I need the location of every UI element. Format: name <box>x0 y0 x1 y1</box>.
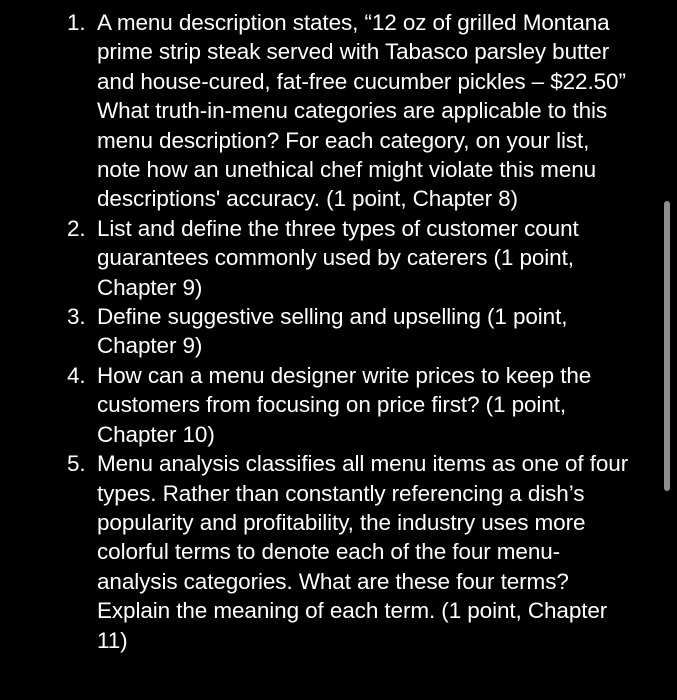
question-item-4 <box>0 361 660 449</box>
question-number: 3. <box>67 304 86 330</box>
question-item-1 <box>0 8 660 214</box>
question-document <box>0 8 660 655</box>
question-number: 5. <box>67 451 86 477</box>
question-item-3 <box>0 302 660 361</box>
question-item-5 <box>0 449 660 655</box>
question-text: A menu description states, “12 oz of grilled Montana prime strip steak served with Tabasco parsley butter and house-cured, fat-free cucumber pickles – $22.50” What truth-in-menu categories are applicable to this menu description? For each category, on your list, note how an unethical chef might violate this menu descriptions' accuracy. (1 point, Chapter 8) <box>97 10 626 212</box>
question-number: 1. <box>67 10 86 35</box>
question-item-2 <box>0 214 660 302</box>
question-number: 4. <box>67 362 86 388</box>
question-text: Menu analysis classifies all menu items as one of four types. Rather than constantly referencing a dish’s popularity and profitability, the industry uses more colorful terms to denote each of the four menu-analysis categories. What are these four terms? Explain the meaning of each term. (1 point, Chapter 11) <box>97 451 629 653</box>
question-text: How can a menu designer write prices to keep the customers from focusing on price first? (1 point, Chapter 10) <box>97 362 592 447</box>
question-number: 2. <box>67 215 86 241</box>
question-list <box>0 8 660 655</box>
question-text: Define suggestive selling and upselling (1 point, Chapter 9) <box>97 304 568 359</box>
vertical-scrollbar[interactable] <box>664 201 670 491</box>
question-text: List and define the three types of customer count guarantees commonly used by caterers (1 point, Chapter 9) <box>97 215 579 300</box>
